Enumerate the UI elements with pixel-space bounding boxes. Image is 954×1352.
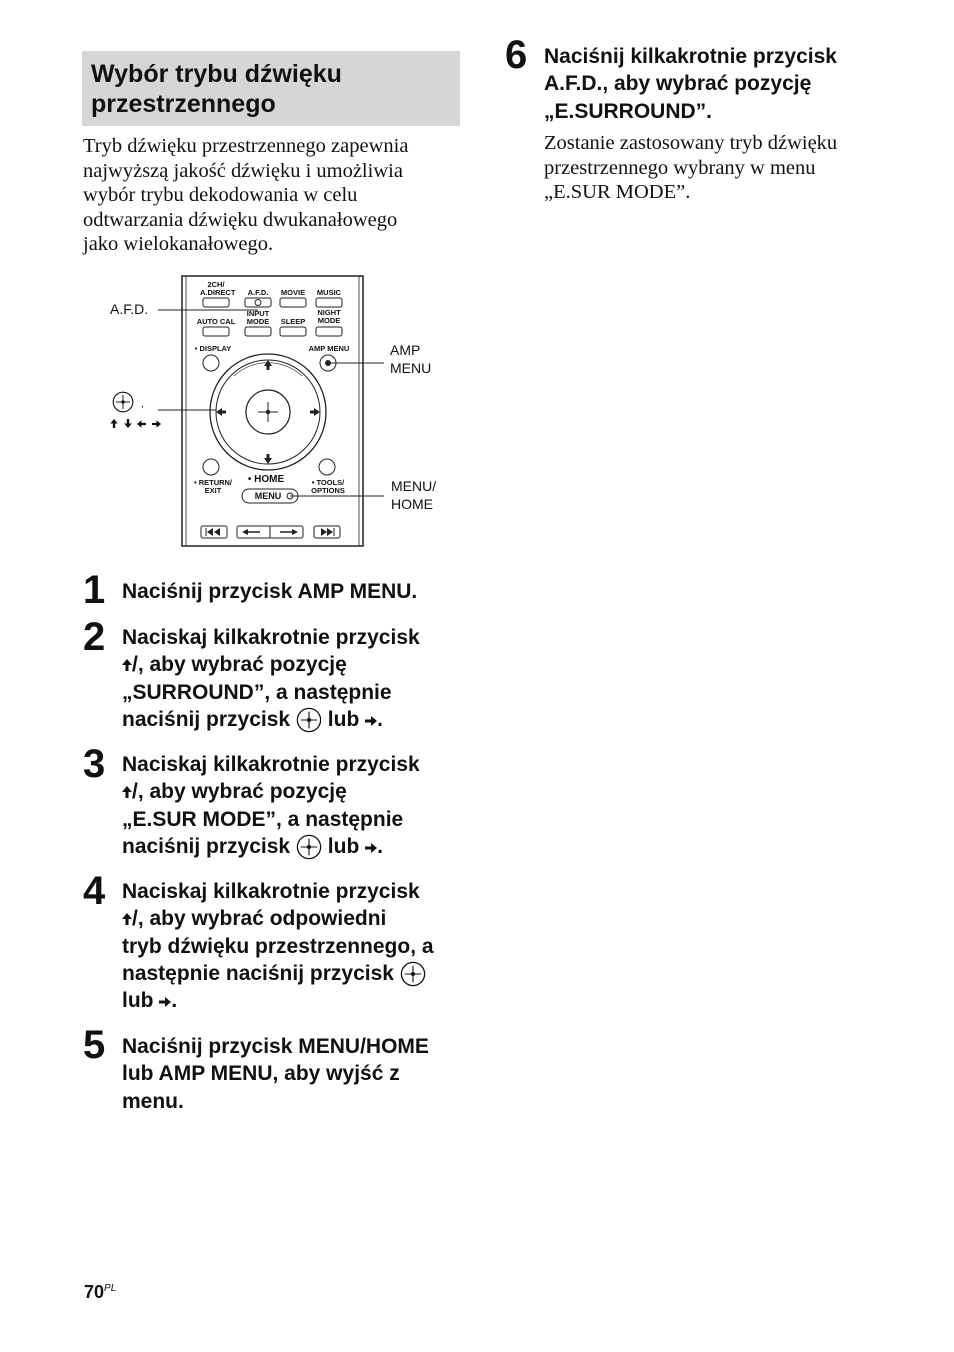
step-line-part: /, aby wybrać pozycję xyxy=(132,653,347,677)
remote-label-return: • RETURN/ EXIT xyxy=(193,478,233,495)
section-title-line: przestrzennego xyxy=(91,90,276,118)
step-line: Naciskaj kilkakrotnie przycisk xyxy=(122,880,420,903)
step-1-text xyxy=(122,578,462,605)
remote-label-text: 2CH/ xyxy=(207,280,225,289)
body-line: „E.SUR MODE”. xyxy=(544,181,691,204)
intro-line: jako wielokanałowego. xyxy=(83,233,274,256)
section-title-line: Wybór trybu dźwięku xyxy=(91,60,342,88)
remote-label-menu: MENU xyxy=(254,491,282,501)
remote-label-text: TOOLS/ xyxy=(316,478,345,487)
step-line: Naciśnij przycisk MENU/HOME xyxy=(122,1035,429,1058)
step-line: A.F.D., aby wybrać pozycję xyxy=(544,72,812,96)
remote-label-night-mode xyxy=(312,309,346,325)
step-line: Naciskaj kilkakrotnie przycisk xyxy=(122,626,420,649)
enter-button-icon xyxy=(400,961,426,987)
step-line: lub AMP MENU, aby wyjść z xyxy=(122,1062,400,1086)
remote-label-text: A.DIRECT xyxy=(200,288,236,297)
callout-text: MENU xyxy=(390,360,432,376)
callout-text: HOME xyxy=(391,496,433,512)
step-line: „SURROUND”, a następnie xyxy=(122,680,392,704)
callout-afd: A.F.D. xyxy=(110,301,149,317)
step-number: 6 xyxy=(505,33,528,77)
remote-label-display: • DISPLAY xyxy=(194,344,232,353)
step-number: 5 xyxy=(83,1023,106,1067)
step-line-part: naciśnij przycisk xyxy=(122,707,291,731)
step-line: Naciśnij kilkakrotnie przycisk xyxy=(544,45,837,68)
step-number: 3 xyxy=(83,742,106,786)
step-line-part: następnie naciśnij przycisk xyxy=(122,961,394,985)
callout-text: AMP xyxy=(390,342,421,358)
step-line xyxy=(122,833,467,860)
callout-text: MENU/ xyxy=(391,478,437,494)
step-number: 1 xyxy=(83,568,106,612)
right-arrow-icon xyxy=(159,997,171,1007)
step-line: Naciśnij przycisk AMP MENU. xyxy=(122,580,418,603)
step-line-part: lub xyxy=(122,989,154,1013)
step-number: 2 xyxy=(83,615,106,659)
remote-label-text: RETURN/ xyxy=(198,478,233,487)
page-number-value: 70 xyxy=(84,1282,105,1302)
up-arrow-icon xyxy=(122,658,132,672)
remote-label-text: DISPLAY xyxy=(199,344,232,353)
remote-label-home: • HOME xyxy=(247,474,285,485)
remote-label-movie: MOVIE xyxy=(280,288,306,297)
step-line-part: . xyxy=(377,707,383,731)
page-number xyxy=(84,1282,116,1303)
remote-label-2ch xyxy=(200,280,236,297)
section-header xyxy=(82,51,460,126)
step-2-text xyxy=(122,624,467,733)
right-arrow-icon xyxy=(365,716,377,726)
remote-label-afd: A.F.D. xyxy=(247,288,269,297)
step-line-part: lub xyxy=(327,834,360,858)
step-line xyxy=(122,778,467,805)
up-arrow-icon xyxy=(122,912,132,926)
step-line: Naciskaj kilkakrotnie przycisk xyxy=(122,753,420,776)
callout-comma: , xyxy=(141,399,144,410)
step-line xyxy=(122,905,467,932)
step-line-part: . xyxy=(171,989,178,1013)
remote-label-text: MODE xyxy=(246,317,270,326)
callout-amp-menu xyxy=(390,341,431,377)
step-line-part: . xyxy=(377,834,383,858)
remote-label-input-mode xyxy=(240,310,276,326)
step-line-part: /, aby wybrać pozycję xyxy=(132,780,347,804)
enter-button-icon xyxy=(296,707,322,733)
step-5-text xyxy=(122,1033,467,1115)
step-line-part: lub xyxy=(327,707,360,731)
callout-menu-home xyxy=(391,477,436,513)
step-line-part: naciśnij przycisk xyxy=(122,834,291,858)
intro-line: wybór trybu dekodowania w celu xyxy=(83,184,358,207)
intro-line: odtwarzania dźwięku dwukanałowego xyxy=(83,208,398,231)
page-lang: PL xyxy=(104,1283,117,1294)
up-arrow-icon xyxy=(122,785,132,799)
remote-label-auto-cal: AUTO CAL xyxy=(196,317,236,326)
step-number: 4 xyxy=(83,869,106,913)
remote-label-tools: • TOOLS/ OPTIONS xyxy=(306,479,350,495)
remote-label-music: MUSIC xyxy=(316,288,342,297)
step-line xyxy=(122,651,467,678)
step-3-text xyxy=(122,751,467,860)
remote-label-text: MODE xyxy=(317,316,341,325)
step-line: „E.SURROUND”. xyxy=(544,99,713,123)
step-6-text xyxy=(544,43,904,125)
step-line-part: /, aby wybrać odpowiedni xyxy=(132,907,387,931)
remote-label-text: EXIT xyxy=(204,486,222,495)
right-arrow-icon xyxy=(365,843,377,853)
step-line xyxy=(122,706,467,733)
step-line: „E.SUR MODE”, a następnie xyxy=(122,807,404,831)
remote-label-sleep: SLEEP xyxy=(280,317,306,326)
intro-line: najwyższą jakość dźwięku i umożliwia xyxy=(83,159,403,182)
remote-label-text: INPUT xyxy=(246,309,270,318)
body-line: przestrzennego wybrany w menu xyxy=(544,156,816,179)
intro-line: Tryb dźwięku przestrzennego zapewnia xyxy=(83,135,409,157)
step-6-body xyxy=(544,131,904,205)
remote-label-amp-menu: AMP MENU xyxy=(308,344,350,353)
section-title xyxy=(91,59,451,119)
intro-paragraph xyxy=(83,134,463,257)
remote-label-text: HOME xyxy=(254,474,285,485)
remote-label-text: OPTIONS xyxy=(311,486,345,495)
step-line xyxy=(122,960,467,987)
step-line: tryb dźwięku przestrzennego, a xyxy=(122,934,434,958)
body-line: Zostanie zastosowany tryb dźwięku xyxy=(544,132,838,154)
enter-button-icon xyxy=(296,834,322,860)
step-line xyxy=(122,987,467,1014)
remote-label-text: NIGHT xyxy=(317,308,341,317)
step-4-text xyxy=(122,878,467,1014)
step-line: menu. xyxy=(122,1089,184,1113)
